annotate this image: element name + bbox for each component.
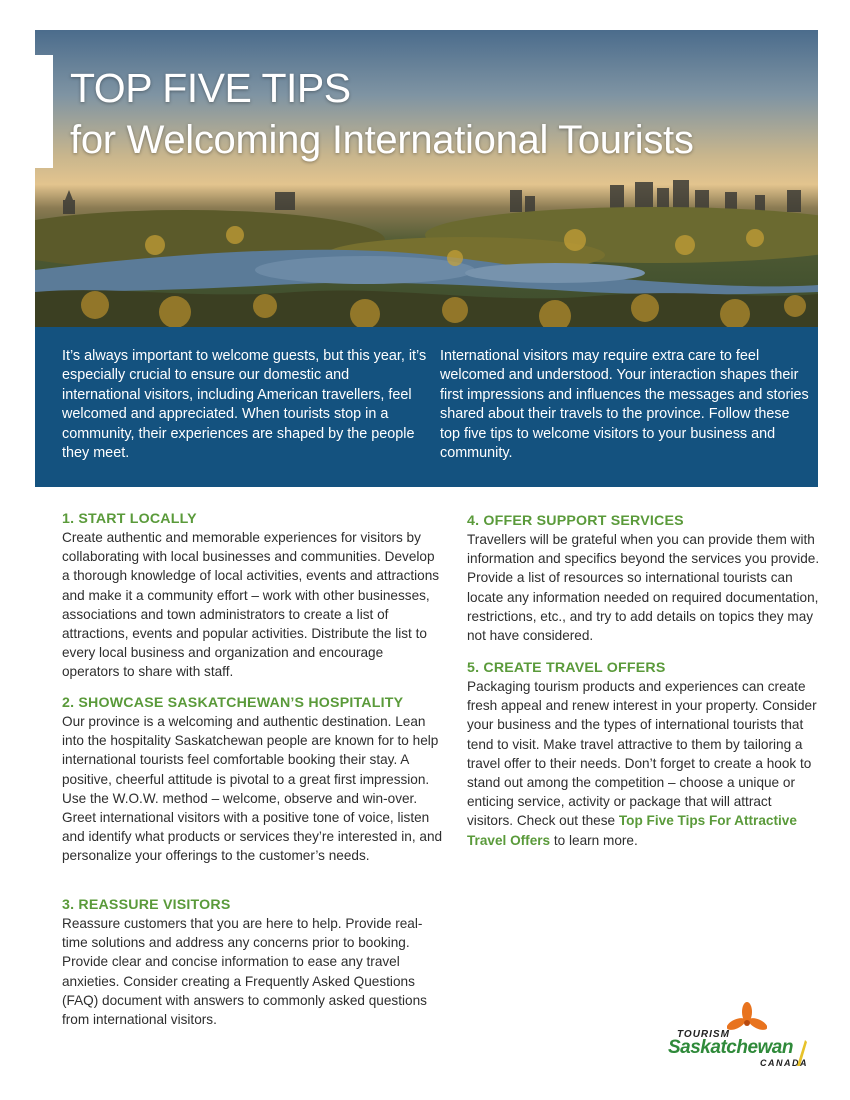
tip-2-body: Our province is a welcoming and authentic destination. Lean into the hospitality Saskatchewan people are known for to help international tourists feel comfortable booking their stay. A positive, cheerful attitude is pivotal to a great first impression. Use the W.O.W. method – welcome, observe and win-over. Greet international visitors with a positive tone of voice, listen and identify what products or services they’re interested in, and personalize your offerings to the customer’s needs. <box>62 714 443 864</box>
tip-1 <box>62 510 444 682</box>
tip-2-heading: 2. SHOWCASE SASKATCHEWAN’S HOSPITALITY <box>62 695 404 711</box>
tip-1-heading: 1. START LOCALLY <box>62 511 197 527</box>
intro-left-paragraph: It’s always important to welcome guests, but this year, it’s especially crucial to ensure our domestic and international visitors, including American travellers, feel welcomed and appreciated. When tourists stop in a community, their experiences are shaped by the people they meet. <box>62 348 427 462</box>
page-title <box>70 62 810 166</box>
travel-offers-link[interactable]: Top Five Tips For Attractive Travel Offers <box>467 813 797 848</box>
tip-5-heading: 5. CREATE TRAVEL OFFERS <box>467 660 666 676</box>
tip-5 <box>467 659 817 850</box>
tip-3 <box>62 896 438 1029</box>
tip-4-body: Travellers will be grateful when you can provide them with information and specifics beyond the services you provide. Provide a list of resources so international tourists can locate any information needed on required documentation, restrictions, etc., and try to add details on topics they may not have considered. <box>467 532 820 644</box>
lily-flower-icon <box>727 1002 767 1042</box>
intro-right-paragraph: International visitors may require extra care to feel welcomed and understood. Your interaction shapes their first impressions and influences the messages and stories shared about their travels to the province. Follow these top five tips to welcome visitors to your business and community. <box>440 348 809 462</box>
logo-saskatchewan: Saskatchewan <box>668 1037 793 1058</box>
title-accent-bar <box>35 55 53 168</box>
tip-3-body: Reassure customers that you are here to help. Provide real-time solutions and address any concerns prior to booking. Provide clear and concise information to ease any travel anxieties. Consider creating a Frequently Asked Questions (FAQ) document with answers to commonly asked questions from international visitors. <box>62 916 427 1028</box>
tip-3-heading: 3. REASSURE VISITORS <box>62 897 231 913</box>
tip-2 <box>62 694 446 866</box>
page-title-line-2: for Welcoming International Tourists <box>70 118 694 162</box>
logo-tourism: TOURISM <box>677 1029 730 1040</box>
tip-5-body <box>467 677 817 850</box>
logo-canada: CANADA <box>760 1058 808 1068</box>
tip-5-body-text: Packaging tourism products and experiences can create fresh appeal and renew interest in your property. Consider your business and the types of international tourists that tend to visit. Make travel attractive to them by tailoring a travel offer to their needs. Don’t forget to create a hook to stand out among the competition – choose a unique or enticing service, activity or package that will attract visitors. Check out these <box>467 679 817 829</box>
intro-panel <box>35 327 818 487</box>
tip-4-heading: 4. OFFER SUPPORT SERVICES <box>467 513 684 529</box>
page-title-line-1: TOP FIVE TIPS <box>70 65 351 111</box>
tip-4 <box>467 512 823 645</box>
wheat-icon <box>793 1038 809 1068</box>
tourism-saskatchewan-logo <box>665 1000 815 1075</box>
tip-1-body: Create authentic and memorable experiences for visitors by collaborating with local businesses and communities. Develop a thorough knowledge of local activities, events and attractions and make it a community effort – work with other businesses, associations and town administrators to create a list of attractions, events and popular activities. Distribute the list to every local business and organization and encourage operators to share with staff. <box>62 530 440 680</box>
tip-5-body-tail: to learn more. <box>553 832 638 848</box>
